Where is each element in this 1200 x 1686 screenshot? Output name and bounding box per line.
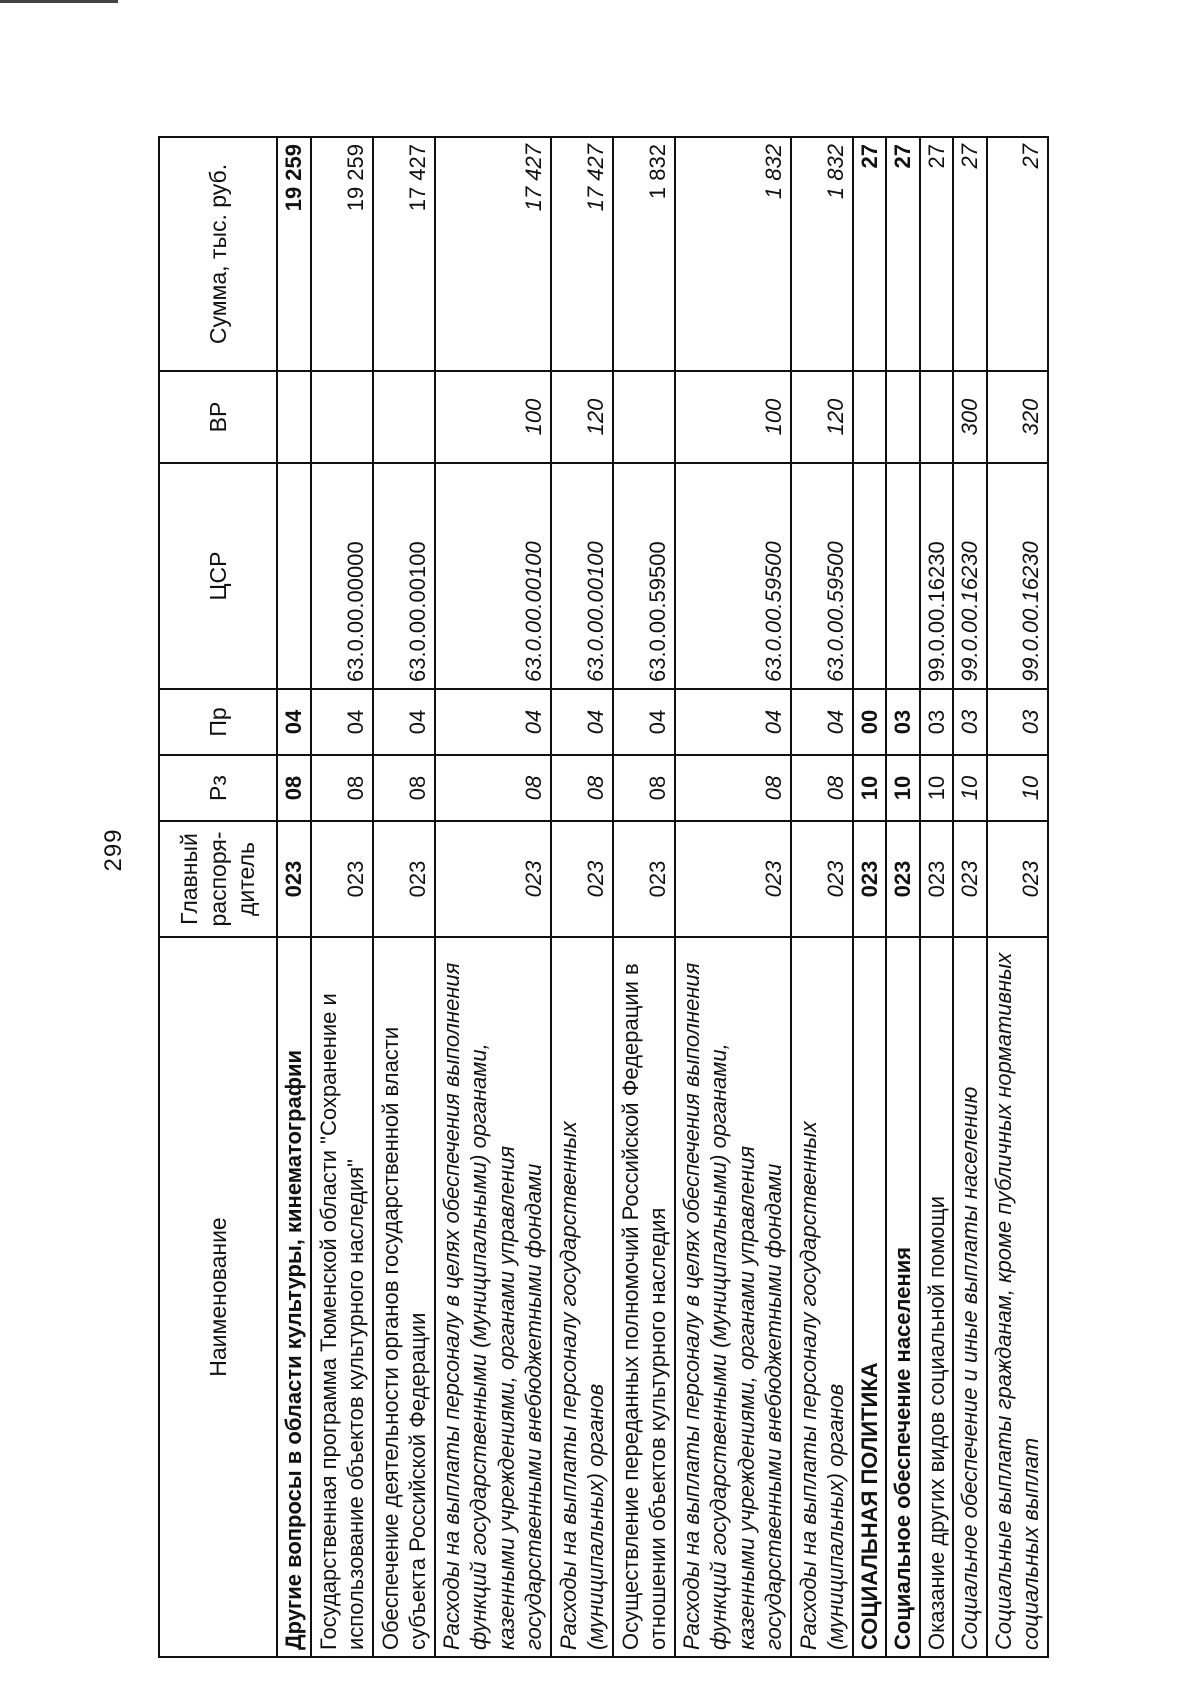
row-rz: 08 [373, 755, 435, 821]
row-name: Расходы на выплаты персоналу в целях обеспечения выполнения функций государственными (муниципальными) органами, казенными учреждениями, органами управления государственными внебюджетными фондами [675, 937, 791, 1657]
row-csr [853, 463, 887, 689]
row-vr: 120 [791, 371, 853, 463]
row-chief: 023 [791, 821, 853, 937]
table-row [435, 137, 551, 1657]
row-csr: 63.0.00.00100 [373, 463, 435, 689]
scan-edge-rule [0, 0, 118, 3]
row-pr: 03 [920, 689, 954, 755]
row-name: Социальное обеспечение и иные выплаты населению [953, 937, 987, 1657]
row-sum: 27 [953, 137, 987, 371]
row-sum: 1 832 [675, 137, 791, 371]
row-pr: 03 [953, 689, 987, 755]
row-pr: 03 [987, 689, 1048, 755]
table-row [277, 137, 311, 1657]
row-vr [613, 371, 675, 463]
row-pr: 03 [886, 689, 920, 755]
row-sum: 1 832 [613, 137, 675, 371]
row-pr: 04 [791, 689, 853, 755]
row-rz: 08 [791, 755, 853, 821]
row-csr [886, 463, 920, 689]
row-chief: 023 [551, 821, 613, 937]
page-number: 299 [100, 828, 127, 872]
row-chief: 023 [886, 821, 920, 937]
row-sum: 1 832 [791, 137, 853, 371]
row-rz: 08 [311, 755, 373, 821]
header-rz: Рз [159, 755, 277, 821]
row-chief: 023 [853, 821, 887, 937]
row-chief: 023 [613, 821, 675, 937]
row-chief: 023 [277, 821, 311, 937]
row-name: СОЦИАЛЬНАЯ ПОЛИТИКА [853, 937, 887, 1657]
table-row [953, 137, 987, 1657]
row-pr: 04 [277, 689, 311, 755]
row-csr: 99.0.00.16230 [987, 463, 1048, 689]
row-pr: 00 [853, 689, 887, 755]
row-rz: 08 [551, 755, 613, 821]
table-row [613, 137, 675, 1657]
row-chief: 023 [373, 821, 435, 937]
row-sum: 19 259 [277, 137, 311, 371]
row-rz: 10 [987, 755, 1048, 821]
row-sum: 27 [853, 137, 887, 371]
table-row [675, 137, 791, 1657]
row-chief: 023 [953, 821, 987, 937]
row-pr: 04 [435, 689, 551, 755]
table-row [987, 137, 1048, 1657]
row-vr: 100 [675, 371, 791, 463]
header-vr: ВР [159, 371, 277, 463]
header-name: Наименование [159, 937, 277, 1657]
row-csr [277, 463, 311, 689]
row-name: Оказание других видов социальной помощи [920, 937, 954, 1657]
table-row [791, 137, 853, 1657]
row-vr: 300 [953, 371, 987, 463]
row-sum: 17 427 [435, 137, 551, 371]
row-vr [886, 371, 920, 463]
header-csr: ЦСР [159, 463, 277, 689]
budget-table [158, 136, 1049, 1658]
table-row [853, 137, 887, 1657]
row-name: Расходы на выплаты персоналу государственных (муниципальных) органов [551, 937, 613, 1657]
row-pr: 04 [311, 689, 373, 755]
row-csr: 63.0.00.00000 [311, 463, 373, 689]
header-chief-manager: Главный распоря-дитель [159, 821, 277, 937]
row-sum: 19 259 [311, 137, 373, 371]
row-name: Другие вопросы в области культуры, кинематографии [277, 937, 311, 1657]
row-rz: 08 [675, 755, 791, 821]
row-chief: 023 [311, 821, 373, 937]
row-vr: 100 [435, 371, 551, 463]
row-rz: 10 [886, 755, 920, 821]
table-row [920, 137, 954, 1657]
row-vr [373, 371, 435, 463]
table-row [311, 137, 373, 1657]
row-name: Расходы на выплаты персоналу государственных (муниципальных) органов [791, 937, 853, 1657]
row-rz: 08 [435, 755, 551, 821]
row-vr [311, 371, 373, 463]
table-row [373, 137, 435, 1657]
row-vr [920, 371, 954, 463]
header-pr: Пр [159, 689, 277, 755]
row-chief: 023 [987, 821, 1048, 937]
row-pr: 04 [551, 689, 613, 755]
table-row [886, 137, 920, 1657]
budget-table-sheet [158, 138, 1046, 1658]
row-csr: 63.0.00.00100 [551, 463, 613, 689]
row-chief: 023 [675, 821, 791, 937]
row-vr [277, 371, 311, 463]
row-sum: 27 [886, 137, 920, 371]
row-pr: 04 [613, 689, 675, 755]
row-sum: 17 427 [373, 137, 435, 371]
row-name: Социальные выплаты гражданам, кроме публичных нормативных социальных выплат [987, 937, 1048, 1657]
row-name: Осуществление переданных полномочий Российской Федерации в отношении объектов культурного наследия [613, 937, 675, 1657]
header-sum: Сумма, тыс. руб. [159, 137, 277, 371]
row-rz: 10 [920, 755, 954, 821]
row-sum: 17 427 [551, 137, 613, 371]
row-chief: 023 [920, 821, 954, 937]
row-name: Расходы на выплаты персоналу в целях обеспечения выполнения функций государственными (муниципальными) органами, казенными учреждениями, органами управления государственными внебюджетными фондами [435, 937, 551, 1657]
row-csr: 99.0.00.16230 [953, 463, 987, 689]
row-pr: 04 [373, 689, 435, 755]
row-vr: 320 [987, 371, 1048, 463]
row-csr: 63.0.00.59500 [613, 463, 675, 689]
row-vr [853, 371, 887, 463]
row-csr: 63.0.00.00100 [435, 463, 551, 689]
row-sum: 27 [987, 137, 1048, 371]
row-csr: 63.0.00.59500 [675, 463, 791, 689]
row-rz: 08 [613, 755, 675, 821]
row-rz: 10 [853, 755, 887, 821]
row-rz: 10 [953, 755, 987, 821]
row-csr: 63.0.00.59500 [791, 463, 853, 689]
table-header-row [159, 137, 277, 1657]
row-chief: 023 [435, 821, 551, 937]
row-csr: 99.0.00.16230 [920, 463, 954, 689]
row-name: Социальное обеспечение населения [886, 937, 920, 1657]
row-vr: 120 [551, 371, 613, 463]
row-sum: 27 [920, 137, 954, 371]
row-name: Обеспечение деятельности органов государственной власти субъекта Российской Федерации [373, 937, 435, 1657]
row-rz: 08 [277, 755, 311, 821]
row-pr: 04 [675, 689, 791, 755]
row-name: Государственная программа Тюменской области "Сохранение и использование объектов культурного наследия" [311, 937, 373, 1657]
table-row [551, 137, 613, 1657]
